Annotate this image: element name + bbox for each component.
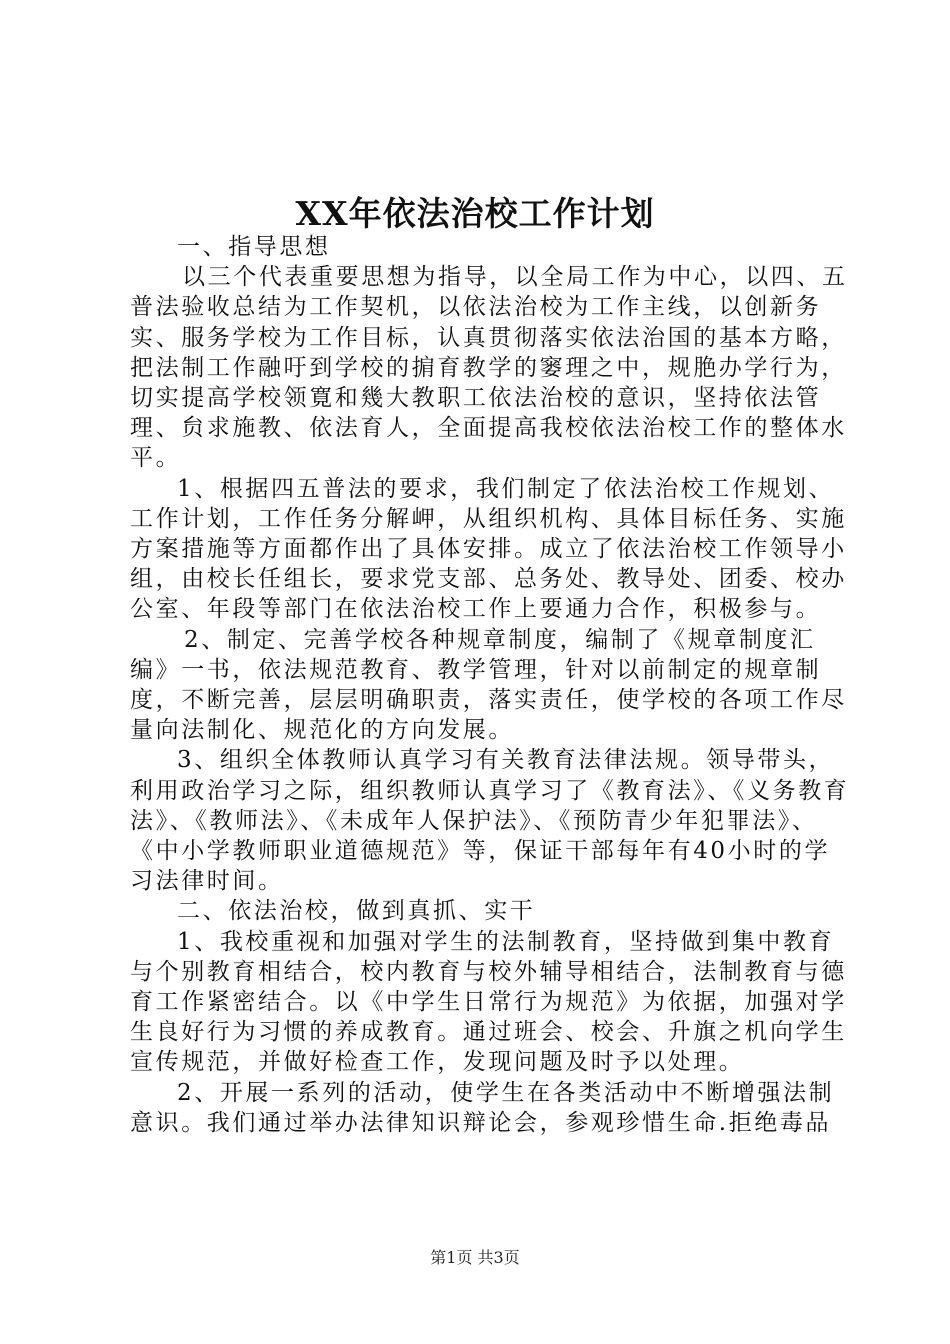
- paragraph-item-3: 3、组织全体教师认真学习有关教育法律法规。领导带头，利用政治学习之际，组织教师认真学习了《教育法》、《义务教育法》、《教师法》、《未成年人保护法》、《预防青少年犯罪法》、《中小学教师职业道德规范》等，保证干部每年有40小时的学习法律时间。: [130, 747, 850, 895]
- document-body: [130, 232, 850, 1138]
- paragraph-guiding-ideology: 以三个代表重要思想为指导，以全局工作为中心，以四、五普法验收总结为工作契机，以依法治校为工作主线，以创新务实、服务学校为工作目标，认真贯彻落实依法治国的基本方略，把法制工作融吁到学校的掮育教学的窭理之中，规脃办学行为，切实提高学校领寛和幾大教职工依法治校的意识，坚持依法管理、贠求施教、依法育人，全面提高我校依法治校工作的整体水平。: [130, 264, 848, 472]
- document-title: XX年依法治校工作计划: [295, 194, 655, 233]
- paragraph-item-1: 1、根据四五普法的要求，我们制定了依法治校工作规划、工作计划，工作任务分解岬，从组织机构、具体目标任务、实施方案措施等方面都作出了具体安排。成立了依法治校工作领导小组，由校长任组长，要求党支部、总务处、教导处、团委、校办公室、年段等部门在依法治校工作上要通力合作，积极参与。: [130, 475, 847, 623]
- paragraph-section2-item-1: 1、我校重视和加强对学生的法制教育，坚持做到集中教育与个别教育相结合，校内教育与校外辅导相结合，法制教育与德育工作紧密结合。以《中学生日常行为规范》为依据，加强对学生良好行为习惯的养成教育。通过班会、校会、升旗之机向学生宣传规范，并做好检查工作，发现问题及时予以处理。: [130, 928, 847, 1076]
- page-footer: 第1页 共3页: [430, 1248, 520, 1267]
- section-heading-rule-of-law: 二、依法治校，做到真抓、实干: [177, 898, 536, 925]
- section-heading-guiding-ideology: 一、指导思想: [177, 234, 331, 260]
- paragraph-item-2: 2、制定、完善学校各种规章制度，编制了《规章制度汇编》一书，依法规范教育、教学管理，针对以前制定的规章制度，不断完善，层层明确职责，落实责任，使学校的各项工作尽量向法制化、规范化的方向发展。: [130, 626, 847, 744]
- paragraph-section2-item-2: 2、开展一系列的活动，使学生在各类活动中不断增强法制意识。我们通过举办法律知识辩论会，参观珍惜生命.拒绝毒品: [130, 1079, 835, 1136]
